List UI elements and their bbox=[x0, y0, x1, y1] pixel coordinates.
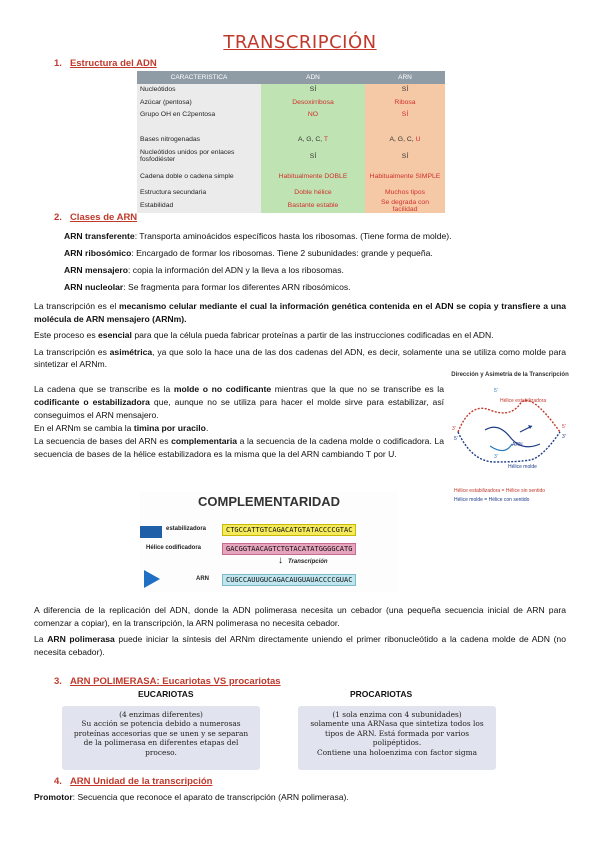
definition: : Secuencia que reconoce el aparato de transcripción (ARN polimerasa). bbox=[72, 792, 349, 802]
table-cell: SÍ bbox=[261, 146, 365, 166]
table-header: ARN bbox=[365, 71, 445, 84]
eukaryotes-title: EUCARIOTAS bbox=[138, 689, 194, 699]
intro-paragraph bbox=[34, 300, 566, 371]
term: ARN transferente bbox=[64, 231, 135, 241]
strand-label: Hélice codificadora bbox=[146, 545, 202, 551]
text: La transcripción es bbox=[34, 346, 110, 357]
table-cell: Bases nitrogenadas bbox=[137, 134, 261, 147]
label-3prime: 3' bbox=[494, 454, 498, 460]
rna-classes-list bbox=[64, 228, 564, 296]
text-bold: esencial bbox=[98, 330, 132, 340]
section-label: Estructura del ADN bbox=[69, 58, 157, 69]
table-cell: SÍ bbox=[365, 109, 445, 122]
table-cell bbox=[137, 121, 261, 134]
box-line: solamente una ARNasa que sintetiza todos los tipos de ARN. Está formada por varios polipéptidos. bbox=[310, 719, 484, 748]
table-cell: Se degrada con facilidad bbox=[365, 199, 445, 213]
table-header: ADN bbox=[261, 71, 365, 84]
section-number: 4. bbox=[54, 776, 62, 787]
text: La transcripción es el bbox=[34, 301, 120, 311]
arrow-down-icon: ↓ bbox=[278, 555, 283, 566]
paragraph-line bbox=[34, 329, 566, 342]
table-cell: Habitualmente DOBLE bbox=[261, 166, 365, 186]
legend-molde: Hélice molde = Hélice con sentido bbox=[454, 497, 530, 503]
box-line: Su acción se potencia debido a numerosas proteínas accesorias que se unen y se separan de la polimerasa en diferentes etapas del proceso. bbox=[73, 719, 249, 757]
text-bold: ARN polimerasa bbox=[47, 634, 115, 644]
section-3-heading bbox=[54, 676, 281, 687]
text: que, aunque no se utiliza para hacer el molde sirve para estabilizar, así conseguimos el ARN mensajero. bbox=[34, 397, 445, 420]
section-label: ARN POLIMERASA: Eucariotas VS procariotas bbox=[69, 676, 281, 687]
strand-label: ARN bbox=[196, 576, 209, 582]
text-bold: codificante o estabilizadora bbox=[34, 397, 150, 407]
strand-bar bbox=[140, 526, 162, 538]
section-1-heading bbox=[54, 58, 157, 69]
table-row bbox=[137, 84, 445, 97]
table-cell: Azúcar (pentosa) bbox=[137, 96, 261, 109]
figure-title: COMPLEMENTARIDAD bbox=[197, 494, 341, 509]
template-strand-paragraph bbox=[34, 383, 444, 461]
table-row bbox=[137, 146, 445, 166]
section-label: ARN Unidad de la transcripción bbox=[69, 776, 213, 787]
paragraph-line bbox=[34, 346, 566, 371]
table-cell bbox=[365, 121, 445, 134]
text: Este proceso es bbox=[34, 330, 99, 340]
table-cell: SÍ bbox=[365, 84, 445, 97]
table-cell: Bastante estable bbox=[261, 199, 365, 213]
section-2-heading bbox=[54, 212, 137, 223]
label-3prime: 3' bbox=[562, 434, 566, 440]
sequence-estabilizadora: CTGCCATTGTCAGACATGTATACCCCGTAC bbox=[222, 524, 356, 536]
text: En el ARNm se cambia la bbox=[34, 423, 134, 433]
text-bold: mecanismo celular mediante el cual la información genética contenida en el ADN se copia y transfiere a una molécula de ARN mensajero (ARNm). bbox=[34, 301, 566, 324]
legend-estabilizadora: Hélice estabilizadora = Hélice sin sentido bbox=[454, 488, 546, 494]
arrow-right-icon bbox=[144, 570, 160, 588]
definition: : Se fragmenta para formar los diferentes ARN ribosómicos. bbox=[123, 282, 351, 292]
table-cell: Desoxirribosa bbox=[261, 96, 365, 109]
label-3prime: 3' bbox=[452, 426, 456, 432]
text: puede iniciar la síntesis del ARNm directamente uniendo el primer ribonucleótido a la cadena molde de ADN (no necesita cebador). bbox=[34, 634, 566, 657]
text-bold: complementaria bbox=[171, 436, 238, 446]
section-label: Clases de ARN bbox=[69, 212, 138, 223]
definition: : copia la información del ADN y la lleva a los ribosomas. bbox=[128, 265, 344, 275]
table-cell: Doble hélice bbox=[261, 186, 365, 199]
page-title: TRANSCRIPCIÓN bbox=[223, 32, 377, 53]
table-cell: Habitualmente SIMPLE bbox=[365, 166, 445, 186]
term: ARN nucleolar bbox=[64, 282, 124, 292]
text: a la secuencia de la cadena molde o codificadora. La secuencia de bases de la hélice estabilizadora es la misma que la del ARN cambiando T por U. bbox=[34, 436, 444, 459]
table-cell: Muchos tipos bbox=[365, 186, 445, 199]
transcription-figure bbox=[450, 372, 570, 512]
table-cell: Nucleótidos unidos por enlaces fosfodiéster bbox=[137, 146, 261, 166]
table-cell: Estabilidad bbox=[137, 199, 261, 213]
table-row bbox=[137, 109, 445, 122]
box-line: (1 sola enzima con 4 subunidades) bbox=[332, 710, 462, 719]
table-header-row bbox=[137, 71, 445, 84]
label-5prime: 5' bbox=[454, 436, 458, 442]
table-header: CARACTERISTICA bbox=[137, 71, 261, 84]
table-cell: SÍ bbox=[261, 84, 365, 97]
list-item bbox=[64, 279, 564, 296]
table-row bbox=[137, 199, 445, 213]
section-number: 1. bbox=[54, 58, 62, 69]
table-cell: A, G, C, T bbox=[261, 134, 365, 147]
definition: : Transporta aminoácidos específicos hasta los ribosomas. (Tiene forma de molde). bbox=[134, 231, 452, 241]
label-helice-molde: Hélice molde bbox=[508, 464, 537, 470]
prokaryotes-box bbox=[298, 706, 496, 770]
table-cell: Cadena doble o cadena simple bbox=[137, 166, 261, 186]
list-item bbox=[64, 262, 564, 279]
text-bold: asimétrica bbox=[109, 346, 153, 357]
table-cell bbox=[261, 121, 365, 134]
label-helice-estabilizadora: Hélice estabilizadora bbox=[500, 398, 547, 404]
promoter-definition bbox=[34, 792, 566, 804]
eukaryotes-box bbox=[62, 706, 260, 770]
box-line: Contiene una holoenzima con factor sigma bbox=[316, 747, 478, 757]
text-bold: molde o no codificante bbox=[173, 384, 272, 394]
section-number: 3. bbox=[54, 676, 62, 687]
paragraph-line bbox=[34, 435, 444, 461]
sequence-arn: CUGCCAUUGUCAGACAUGUAUACCCCGUAC bbox=[222, 574, 356, 586]
table-row bbox=[137, 186, 445, 199]
table-row bbox=[137, 134, 445, 147]
comparison-table bbox=[137, 71, 445, 213]
section-4-heading bbox=[54, 776, 212, 787]
text: La cadena que se transcribe es la bbox=[34, 384, 174, 394]
box-line: (4 enzimas diferentes) bbox=[119, 710, 203, 719]
text: La bbox=[34, 634, 48, 644]
definition: : Encargado de formar los ribosomas. Tiene 2 subunidades: grande y pequeña. bbox=[131, 248, 433, 258]
section-number: 2. bbox=[54, 212, 62, 223]
text: para que la célula pueda fabricar proteínas a partir de las instrucciones codificadas en el ADN. bbox=[131, 330, 494, 340]
prokaryotes-title: PROCARIOTAS bbox=[350, 689, 413, 699]
list-item bbox=[64, 245, 564, 262]
text: La secuencia de bases del ARN es bbox=[34, 436, 172, 446]
strand-label: estabilizadora bbox=[166, 526, 207, 532]
table-cell: NO bbox=[261, 109, 365, 122]
text-bold: timina por uracilo bbox=[133, 423, 206, 433]
table-row bbox=[137, 96, 445, 109]
label-5prime: 5' bbox=[562, 424, 566, 430]
label-5prime: 5' bbox=[494, 388, 498, 394]
table-cell: Nucleótidos bbox=[137, 84, 261, 97]
term: Promotor bbox=[34, 792, 73, 802]
text: . bbox=[205, 423, 209, 433]
paragraph-line bbox=[34, 422, 444, 435]
term: ARN ribosómico bbox=[64, 248, 132, 258]
list-item bbox=[64, 228, 564, 245]
text: A diferencia de la replicación del ADN, donde la ADN polimerasa necesita un cebador (una pequeña secuencia inicial de ARN para comenzar a copiar), en la transcripción, la ARN polimerasa no necesita cebador. bbox=[34, 605, 566, 628]
polymerase-paragraph bbox=[34, 604, 566, 658]
text: , ya que solo la hace una de las dos cadenas del ADN, es decir, solamente una se utiliza como molde para sintetizar el ARNm. bbox=[34, 346, 567, 369]
text: mientras que la que no se transcribe es la bbox=[271, 384, 444, 394]
table-cell: Estructura secundaria bbox=[137, 186, 261, 199]
term: ARN mensajero bbox=[64, 265, 128, 275]
complementarity-figure bbox=[140, 492, 398, 592]
figure-title: Dirección y Asimetría de la Transcripción bbox=[451, 372, 569, 378]
transcription-label: Transcripción bbox=[288, 559, 328, 565]
sequence-codificadora: GACGGTAACAGTCTGTACATATGGGGCATG bbox=[222, 543, 356, 555]
paragraph-line bbox=[34, 633, 566, 658]
table-cell: SÍ bbox=[365, 146, 445, 166]
table-row bbox=[137, 166, 445, 186]
table-cell: Grupo OH en C2pentosa bbox=[137, 109, 261, 122]
table-cell: A, G, C, U bbox=[365, 134, 445, 147]
table-cell: Ribosa bbox=[365, 96, 445, 109]
label-arn: ARN bbox=[512, 442, 523, 448]
table-row bbox=[137, 121, 445, 134]
